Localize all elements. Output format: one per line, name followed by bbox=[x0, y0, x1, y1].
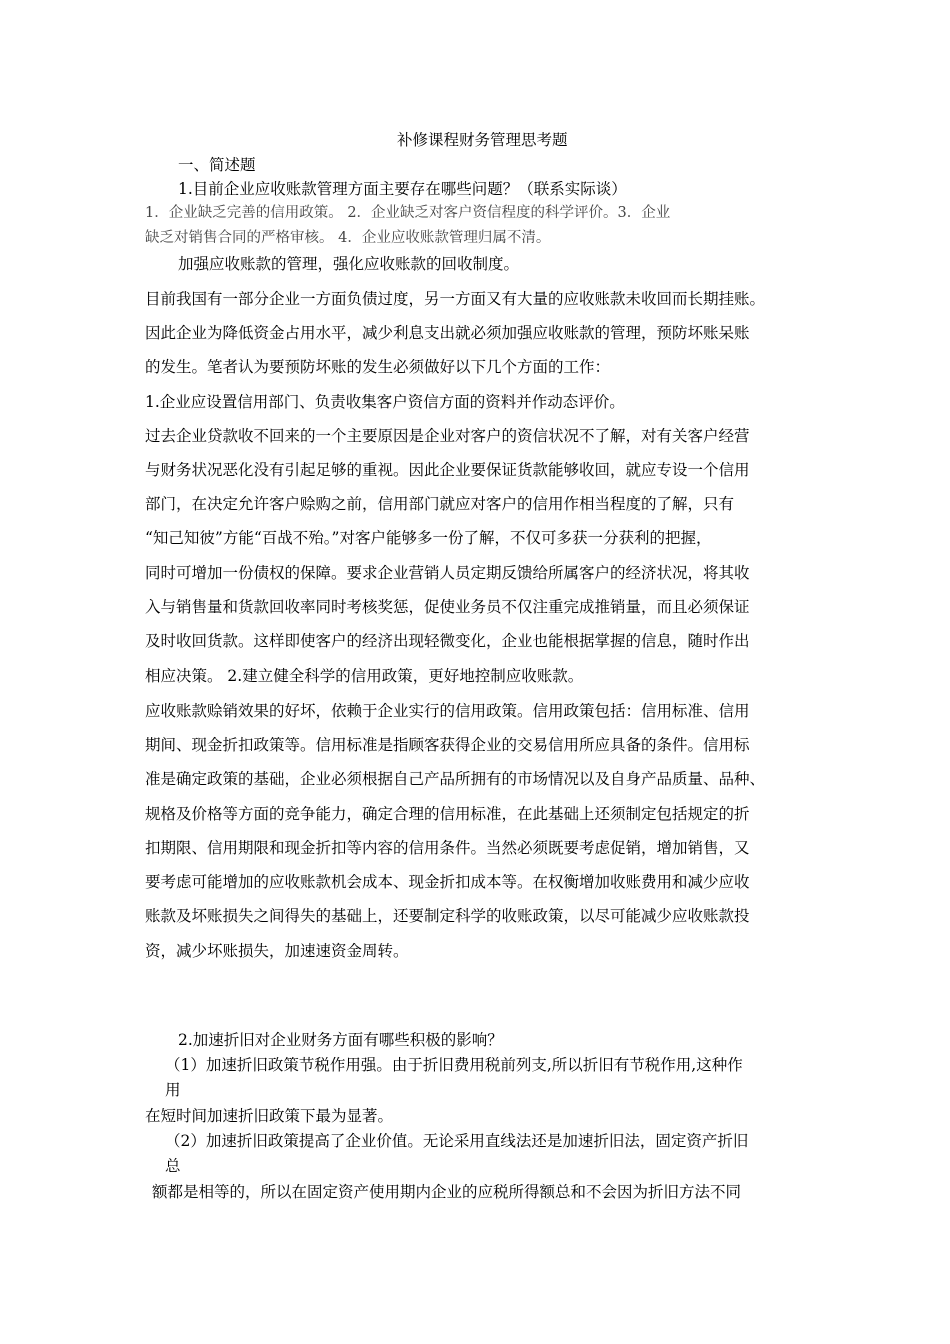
answer-1-line-3: 在短时间加速折旧政策下最为显著。 bbox=[145, 1107, 394, 1125]
strengthen-heading: 加强应收账款的管理，强化应收账款的回收制度。 bbox=[178, 255, 520, 273]
paragraph-line: 相应决策。 2.建立健全科学的信用政策，更好地控制应收账款。 bbox=[145, 667, 584, 685]
answer-2-line-2: 总 bbox=[165, 1157, 181, 1175]
paragraph-line: 规格及价格等方面的竞争能力，确定合理的信用标准，在此基础上还须制定包括规定的折 bbox=[145, 805, 750, 823]
paragraph-line: 过去企业贷款收不回来的一个主要原因是企业对客户的资信状况不了解，对有关客户经营 bbox=[145, 427, 750, 445]
paragraph-line: 目前我国有一部分企业一方面负债过度，另一方面又有大量的应收账款未收回而长期挂账。 bbox=[145, 290, 766, 308]
problems-line-1: 1．企业缺乏完善的信用政策。 2．企业缺乏对客户资信程度的科学评价。3．企业 bbox=[145, 205, 671, 221]
question-2: 2.加速折旧对企业财务方面有哪些积极的影响？ bbox=[178, 1031, 503, 1049]
paragraph-line: 应收账款赊销效果的好坏，依赖于企业实行的信用政策。信用政策包括：信用标准、信用 bbox=[145, 702, 750, 720]
paragraph-line: 要考虑可能增加的应收账款机会成本、现金折扣成本等。在权衡增加收账费用和减少应收 bbox=[145, 873, 750, 891]
paragraph-line: 部门，在决定允许客户赊购之前，信用部门就应对客户的信用作相当程度的了解，只有 bbox=[145, 495, 735, 513]
paragraph-line: 及时收回货款。这样即使客户的经济出现轻微变化，企业也能根据掌握的信息，随时作出 bbox=[145, 632, 750, 650]
answer-2-line-1: （2）加速折旧政策提高了企业价值。无论采用直线法还是加速折旧法，固定资产折旧 bbox=[165, 1132, 749, 1150]
document-title: 补修课程财务管理思考题 bbox=[397, 131, 568, 149]
paragraph-line: 的发生。笔者认为要预防坏账的发生必须做好以下几个方面的工作： bbox=[145, 358, 611, 376]
point-1-heading: 1.企业应设置信用部门、负责收集客户资信方面的资料并作动态评价。 bbox=[145, 393, 625, 411]
paragraph-line: 准是确定政策的基础，企业必须根据自己产品所拥有的市场情况以及自身产品质量、品种、 bbox=[145, 770, 766, 788]
paragraph-line: 与财务状况恶化没有引起足够的重视。因此企业要保证货款能够收回，就应专设一个信用 bbox=[145, 461, 750, 479]
problems-line-2: 缺乏对销售合同的严格审核。 4．企业应收账款管理归属不清。 bbox=[145, 230, 551, 246]
paragraph-line: 入与销售量和货款回收率同时考核奖惩，促使业务员不仅注重完成推销量，而且必须保证 bbox=[145, 598, 750, 616]
paragraph-line: 账款及坏账损失之间得失的基础上，还要制定科学的收账政策，以尽可能减少应收账款投 bbox=[145, 907, 750, 925]
paragraph-line: “知己知彼”方能“百战不殆。”对客户能够多一份了解，不仅可多获一分获利的把握， bbox=[145, 529, 712, 547]
answer-1-line-2: 用 bbox=[165, 1081, 181, 1099]
question-1: 1.目前企业应收账款管理方面主要存在哪些问题？（联系实际谈） bbox=[178, 180, 627, 198]
answer-2-line-3: 额都是相等的，所以在固定资产使用期内企业的应税所得额总和不会因为折旧方法不同 bbox=[152, 1183, 742, 1201]
paragraph-line: 同时可增加一份债权的保障。要求企业营销人员定期反馈给所属客户的经济状况，将其收 bbox=[145, 564, 750, 582]
paragraph-line: 因此企业为降低资金占用水平，减少利息支出就必须加强应收账款的管理，预防坏账呆账 bbox=[145, 324, 750, 342]
answer-1-line-1: （1）加速折旧政策节税作用强。由于折旧费用税前列支,所以折旧有节税作用,这种作 bbox=[165, 1056, 743, 1074]
paragraph-line: 扣期限、信用期限和现金折扣等内容的信用条件。当然必须既要考虑促销，增加销售，又 bbox=[145, 839, 750, 857]
paragraph-line: 期间、现金折扣政策等。信用标准是指顾客获得企业的交易信用所应具备的条件。信用标 bbox=[145, 736, 750, 754]
paragraph-line: 资，减少坏账损失，加速速资金周转。 bbox=[145, 942, 409, 960]
section-heading: 一、简述题 bbox=[178, 156, 256, 174]
